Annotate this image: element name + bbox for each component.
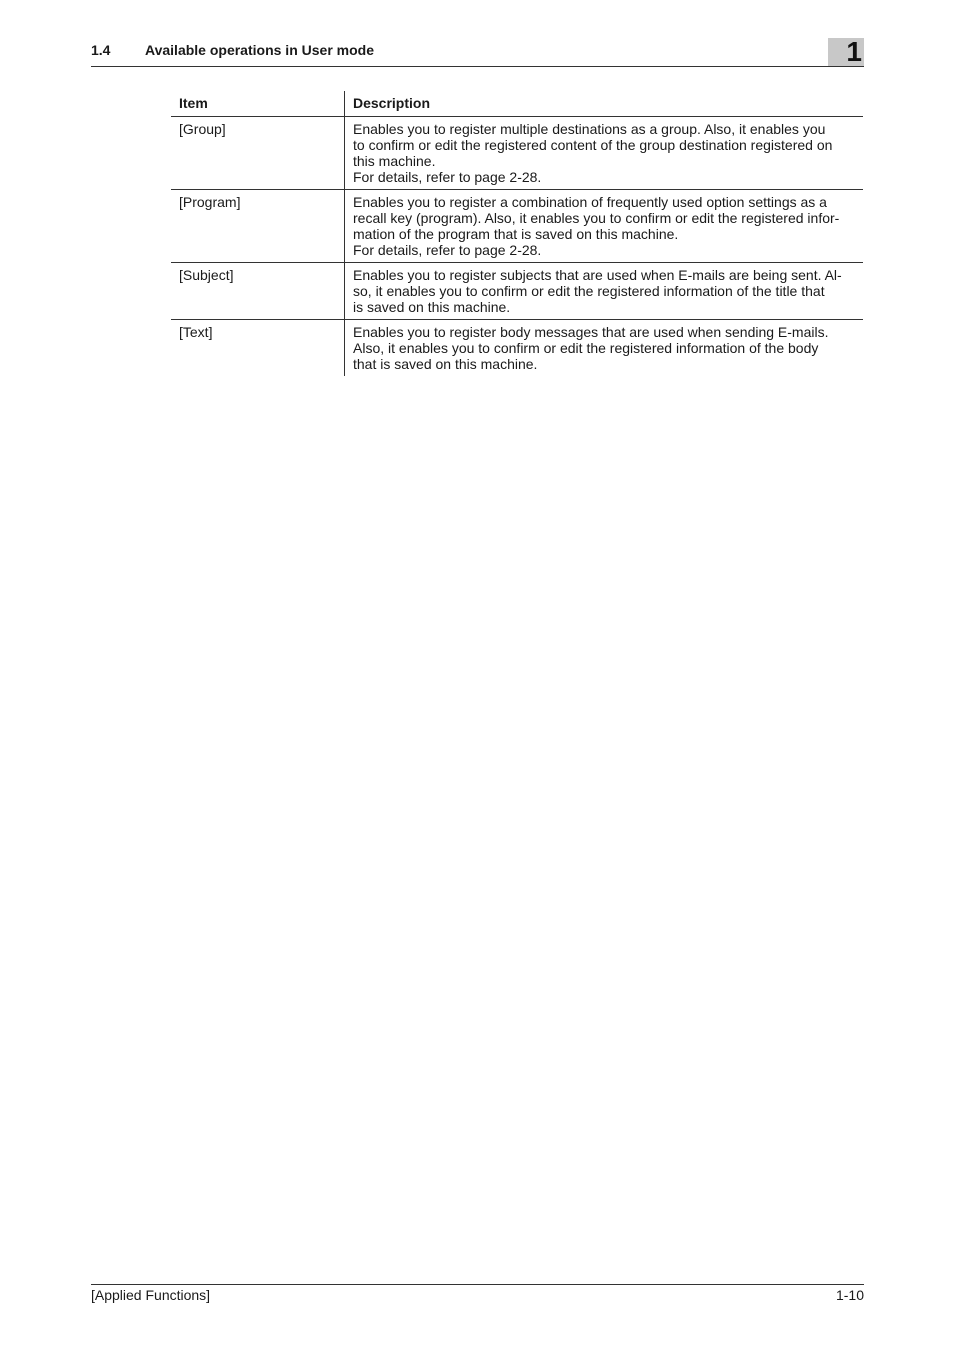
section-number: 1.4 bbox=[91, 42, 111, 58]
description-line: recall key (program). Also, it enables you to confirm or edit the registered infor- bbox=[353, 210, 840, 226]
description-line: Enables you to register a combination of frequently used option settings as a bbox=[353, 194, 827, 210]
manual-title: [Applied Functions] bbox=[91, 1287, 211, 1303]
page-footer bbox=[91, 1284, 864, 1309]
column-header-item: Item bbox=[171, 91, 345, 117]
description-line: so, it enables you to confirm or edit the registered information of the title that bbox=[353, 283, 825, 299]
item-cell: [Program] bbox=[171, 190, 345, 263]
table-row bbox=[171, 190, 863, 263]
column-header-description: Description bbox=[345, 91, 864, 117]
page-number: 1-10 bbox=[835, 1287, 864, 1303]
description-line: this machine. bbox=[353, 153, 436, 169]
description-line: mation of the program that is saved on this machine. bbox=[353, 226, 679, 242]
section-title: Available operations in User mode bbox=[145, 42, 374, 58]
description-line: Enables you to register multiple destinations as a group. Also, it enables you bbox=[353, 121, 826, 137]
description-line: is saved on this machine. bbox=[353, 299, 511, 315]
description-cell bbox=[345, 320, 864, 377]
table-header-row bbox=[171, 91, 863, 117]
description-cell bbox=[345, 117, 864, 190]
description-cell bbox=[345, 190, 864, 263]
description-line: For details, refer to page 2-28. bbox=[353, 242, 542, 258]
description-line: Enables you to register subjects that are used when E-mails are being sent. Al- bbox=[353, 267, 842, 283]
table-row bbox=[171, 320, 863, 377]
description-line: to confirm or edit the registered content of the group destination registered on bbox=[353, 137, 833, 153]
item-cell: [Text] bbox=[171, 320, 345, 377]
item-cell: [Group] bbox=[171, 117, 345, 190]
item-cell: [Subject] bbox=[171, 263, 345, 320]
description-line: Also, it enables you to confirm or edit the registered information of the body bbox=[353, 340, 819, 356]
operations-table bbox=[171, 91, 863, 376]
description-line: that is saved on this machine. bbox=[353, 356, 538, 372]
description-line: Enables you to register body messages that are used when sending E-mails. bbox=[353, 324, 829, 340]
table-row bbox=[171, 117, 863, 190]
chapter-tab bbox=[828, 38, 864, 66]
page-header bbox=[91, 38, 864, 67]
chapter-number: 1 bbox=[846, 36, 862, 67]
description-cell bbox=[345, 263, 864, 320]
table-row bbox=[171, 263, 863, 320]
description-line: For details, refer to page 2-28. bbox=[353, 169, 542, 185]
